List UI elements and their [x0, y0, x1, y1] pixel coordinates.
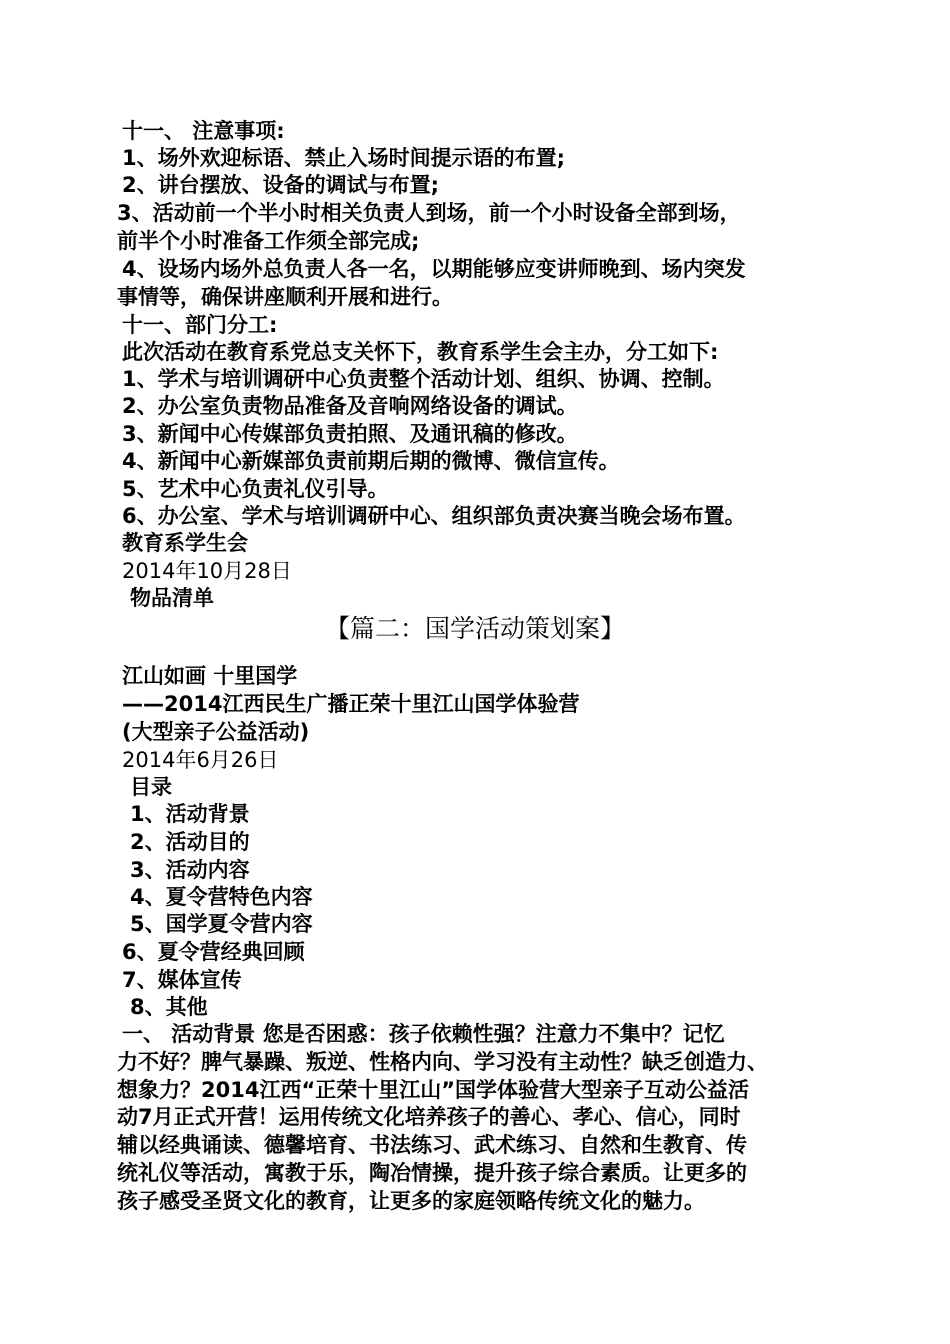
- event-title: 江山如画 十里国学: [122, 664, 298, 688]
- toc-item: 2、活动目的: [130, 830, 250, 854]
- division-item: 2、办公室负责物品准备及音响网络设备的调试。: [122, 394, 578, 418]
- background-paragraph-line: 动7月正式开营！运用传统文化培养孩子的善心、孝心、信心，同时: [117, 1105, 741, 1129]
- background-paragraph-line: 想象力？2014江西“正荣十里江山”国学体验营大型亲子互动公益活: [117, 1078, 750, 1102]
- background-paragraph-line: 统礼仪等活动，寓教于乐，陶冶情操，提升孩子综合素质。让更多的: [117, 1161, 747, 1185]
- division-item: 3、新闻中心传媒部负责拍照、及通讯稿的修改。: [122, 422, 578, 446]
- appendix-label: 物品清单: [130, 586, 214, 610]
- notes-item: 3、活动前一个半小时相关负责人到场，前一个小时设备全部到场，: [117, 201, 741, 225]
- background-paragraph-line: 辅以经典诵读、德馨培育、书法练习、武术练习、自然和生教育、传: [117, 1133, 747, 1157]
- toc-item: 5、国学夏令营内容: [130, 912, 313, 936]
- background-paragraph-line: 一、 活动背景 您是否困惑：孩子依赖性强？注意力不集中？记忆: [122, 1022, 725, 1046]
- toc-item: 1、活动背景: [130, 802, 250, 826]
- toc-item: 7、媒体宣传: [122, 968, 242, 992]
- toc-item: 4、夏令营特色内容: [130, 885, 313, 909]
- division-item: 4、新闻中心新媒部负责前期后期的微博、微信宣传。: [122, 449, 620, 473]
- toc-item: 8、其他: [130, 995, 208, 1019]
- background-paragraph-line: 孩子感受圣贤文化的教育，让更多的家庭领略传统文化的魅力。: [117, 1189, 705, 1213]
- background-paragraph-line: 力不好？脾气暴躁、叛逆、性格内向、学习没有主动性？缺乏创造力、: [117, 1050, 768, 1074]
- toc-title: 目录: [130, 775, 172, 799]
- division-item: 5、艺术中心负责礼仪引导。: [122, 477, 389, 501]
- notes-item: 2、讲台摆放、设备的调试与布置;: [122, 173, 440, 197]
- notes-item: 1、场外欢迎标语、禁止入场时间提示语的布置;: [122, 146, 566, 170]
- signature-date: 2014年10月28日: [122, 559, 292, 583]
- event-date: 2014年6月26日: [122, 748, 279, 772]
- division-item: 6、办公室、学术与培训调研中心、组织部负责决赛当晚会场布置。: [122, 504, 746, 528]
- notes-item: 事情等，确保讲座顺利开展和进行。: [117, 285, 453, 309]
- event-note: (大型亲子公益活动): [122, 720, 310, 744]
- event-subtitle: ——2014江西民生广播正荣十里江山国学体验营: [122, 692, 580, 716]
- division-intro: 此次活动在教育系党总支关怀下，教育系学生会主办，分工如下:: [122, 340, 719, 364]
- chapter-heading: 【篇二：国学活动策划案】: [324, 614, 625, 643]
- toc-item: 3、活动内容: [130, 858, 250, 882]
- section-title-notes: 十一、 注意事项:: [122, 119, 285, 143]
- notes-item: 4、设场内场外总负责人各一名，以期能够应变讲师晚到、场内突发: [122, 257, 746, 281]
- section-title-division: 十一、部门分工:: [122, 313, 278, 337]
- division-item: 1、学术与培训调研中心负责整个活动计划、组织、协调、控制。: [122, 367, 725, 391]
- toc-item: 6、夏令营经典回顾: [122, 940, 305, 964]
- signature: 教育系学生会: [122, 531, 248, 555]
- notes-item: 前半个小时准备工作须全部完成;: [117, 229, 420, 253]
